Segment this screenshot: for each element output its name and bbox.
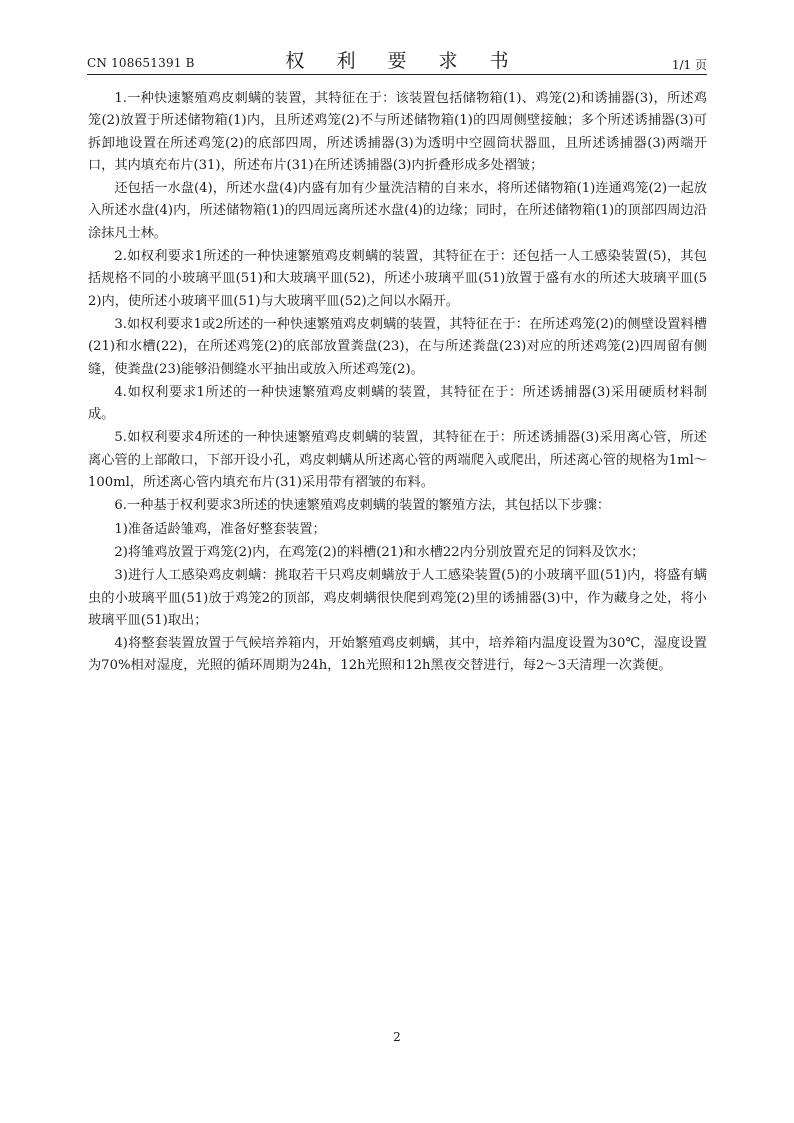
step-3-paragraph: 3)进行人工感染鸡皮刺螨：挑取若干只鸡皮刺螨放于人工感染装置(5)的小玻璃平皿(51)内，将盛有螨虫的小玻璃平皿(51)放于鸡笼2的顶部，鸡皮刺螨很快爬到鸡笼(2)里的诱捕器(3)中，作为藏身之处，将小玻璃平皿(51)取出； [88, 568, 707, 628]
claim-5-paragraph: 5.如权利要求4所述的一种快速繁殖鸡皮刺螨的装置，其特征在于：所述诱捕器(3)采用离心管，所述离心管的上部敞口，下部开设小孔，鸡皮刺螨从所述离心管的两端爬入或爬出，所述离心管的规格为1ml～100ml，所述离心管内填充布片(31)采用带有褶皱的布料。 [88, 430, 707, 491]
claim-1-paragraph: 1.一种快速繁殖鸡皮刺螨的装置，其特征在于：该装置包括储物箱(1)、鸡笼(2)和诱捕器(3)，所述鸡笼(2)放置于所述储物箱(1)内，且所述鸡笼(2)不与所述储物箱(1)的四周侧壁接触；多个所述诱捕器(3)可拆卸地设置在所述鸡笼(2)的底部四周，所述诱捕器(3)为透明中空圆筒状器皿，且所述诱捕器(3)两端开口，其内填充布片(31)，所述布片(31)在所述诱捕器(3)内折叠形成多处褶皱； [88, 91, 707, 173]
claim-2-paragraph: 2.如权利要求1所述的一种快速繁殖鸡皮刺螨的装置，其特征在于：还包括一人工感染装置(5)，其包括规格不同的小玻璃平皿(51)和大玻璃平皿(52)，所述小玻璃平皿(51)放置于盛有水的所述大玻璃平皿(52)内，使所述小玻璃平皿(51)与大玻璃平皿(52)之间以水隔开。 [88, 249, 707, 309]
claims-body [88, 88, 707, 679]
page-header [87, 44, 707, 74]
publication-number: CN 108651391 B [87, 56, 195, 70]
page-count: 1/1 页 [671, 58, 707, 72]
claim-4-paragraph: 4.如权利要求1所述的一种快速繁殖鸡皮刺螨的装置，其特征在于：所述诱捕器(3)采用硬质材料制成。 [88, 384, 707, 423]
claim-6-paragraph: 6.一种基于权利要求3所述的快速繁殖鸡皮刺螨的装置的繁殖方法，其包括以下步骤： [114, 498, 611, 514]
claim-1-continuation-paragraph: 还包括一水盘(4)，所述水盘(4)内盛有加有少量洗洁精的自来水，将所述储物箱(1)连通鸡笼(2)一起放入所述水盘(4)内，所述储物箱(1)的四周远离所述水盘(4)的边缘；同时，在所述储物箱(1)的顶部四周边沿涂抹凡士林。 [88, 181, 707, 241]
step-1-paragraph: 1)准备适龄雏鸡，准备好整套装置； [114, 521, 326, 537]
page-number: 2 [393, 1030, 401, 1044]
header-divider [87, 74, 707, 75]
step-4-paragraph: 4)将整套装置放置于气候培养箱内，开始繁殖鸡皮刺螨，其中，培养箱内温度设置为30℃，湿度设置为70%相对湿度，光照的循环周期为24h，12h光照和12h黑夜交替进行，每2～3天清理一次粪便。 [88, 636, 707, 674]
step-2-paragraph: 2)将雏鸡放置于鸡笼(2)内，在鸡笼(2)的料槽(21)和水槽22内分别放置充足的饲料及饮水； [114, 544, 645, 560]
claim-3-paragraph: 3.如权利要求1或2所述的一种快速繁殖鸡皮刺螨的装置，其特征在于：在所述鸡笼(2)的侧壁设置料槽(21)和水槽(22)，在所述鸡笼(2)的底部放置粪盘(23)，在与所述粪盘(23)对应的所述鸡笼(2)四周留有侧缝，使粪盘(23)能够沿侧缝水平抽出或放入所述鸡笼(2)。 [88, 316, 707, 377]
document-title: 权 利 要 求 书 [285, 50, 522, 72]
